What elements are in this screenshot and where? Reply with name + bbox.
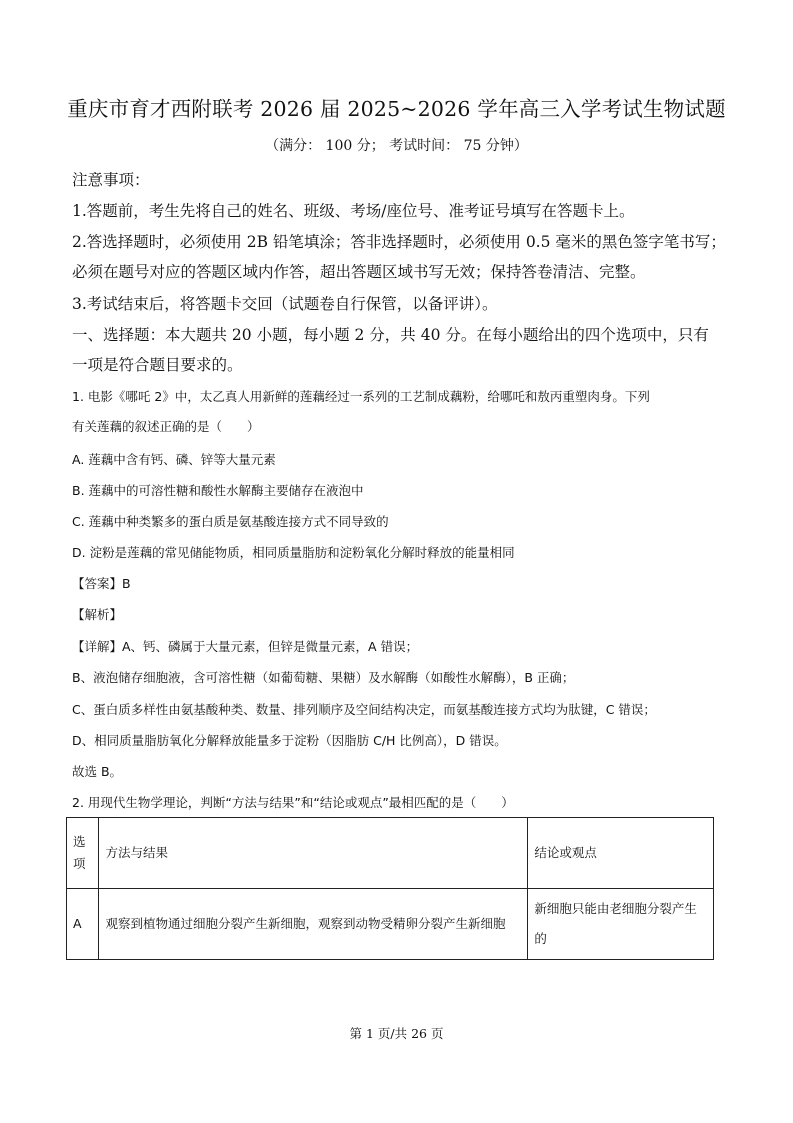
question-2-table	[66, 817, 714, 960]
table-header-option: 选项	[67, 818, 99, 889]
question-1-option-d: D. 淀粉是莲藕的常见储能物质，相同质量脂肪和淀粉氧化分解时释放的能量相同	[72, 545, 515, 560]
question-1-option-b: B. 莲藕中的可溶性糖和酸性水解酶主要储存在液泡中	[72, 483, 364, 498]
table-header-row	[67, 818, 714, 889]
question-1-detail-d: D、相同质量脂肪氧化分解释放能量多于淀粉（因脂肪 C/H 比例高），D 错误。	[72, 733, 507, 748]
question-1-detail-b: B、液泡储存细胞液，含可溶性糖（如葡萄糖、果糖）及水解酶（如酸性水解酶），B 正确；	[72, 670, 575, 685]
question-1-option-c: C. 莲藕中种类繁多的蛋白质是氨基酸连接方式不同导致的	[72, 514, 389, 529]
question-1-detail-c: C、蛋白质多样性由氨基酸种类、数量、排列顺序及空间结构决定，而氨基酸连接方式均为肽键，C 错误；	[72, 702, 656, 717]
question-1-stem-line-1: 1. 电影《哪吒 2》中，太乙真人用新鲜的莲藕经过一系列的工艺制成藕粉，给哪吒和敖丙重塑肉身。下列	[72, 389, 650, 404]
notice-heading: 注意事项：	[72, 171, 150, 189]
exam-info: （满分： 100 分； 考试时间： 75 分钟）	[265, 138, 528, 154]
question-1-analysis-label: 【解析】	[72, 607, 123, 622]
section-heading-line-2: 一项是符合题目要求的。	[72, 356, 243, 374]
section-heading-line-1: 一、选择题：本大题共 20 小题，每小题 2 分，共 40 分。在每小题给出的四个选项中，只有	[72, 326, 709, 344]
question-1-stem-line-2: 有关莲藕的叙述正确的是（ ）	[72, 419, 260, 434]
page-number: 第 1 页/共 26 页	[349, 1026, 444, 1041]
table-header-method: 方法与结果	[99, 818, 528, 889]
notice-item-2-line-1: 2.答选择题时，必须使用 2B 铅笔填涂；答非选择题时，必须使用 0.5 毫米的黑色签字笔书写；	[72, 233, 726, 251]
table-cell-option: A	[67, 889, 99, 960]
notice-item-1: 1.答题前，考生先将自己的姓名、班级、考场/座位号、准考证号填写在答题卡上。	[72, 202, 635, 220]
question-1-detail-a: 【详解】A、钙、磷属于大量元素，但锌是微量元素，A 错误；	[72, 639, 419, 654]
question-1-conclusion: 故选 B。	[72, 764, 123, 779]
table-header-conclusion: 结论或观点	[528, 818, 714, 889]
page-title: 重庆市育才西附联考 2026 届 2025~2026 学年高三入学考试生物试题	[67, 97, 726, 121]
question-1-option-a: A. 莲藕中含有钙、磷、锌等大量元素	[72, 452, 276, 467]
table-cell-method: 观察到植物通过细胞分裂产生新细胞，观察到动物受精卵分裂产生新细胞	[99, 889, 528, 960]
notice-item-3: 3.考试结束后，将答题卡交回（试题卷自行保管，以备评讲）。	[72, 295, 498, 313]
question-2-stem: 2. 用现代生物学理论，判断“方法与结果”和“结论或观点”最相匹配的是（ ）	[72, 795, 514, 810]
question-1-answer: 【答案】B	[72, 576, 131, 591]
notice-item-2-line-2: 必须在题号对应的答题区域内作答，超出答题区域书写无效；保持答卷清洁、完整。	[72, 263, 646, 281]
table-cell-conclusion: 新细胞只能由老细胞分裂产生的	[528, 889, 714, 960]
table-row	[67, 889, 714, 960]
